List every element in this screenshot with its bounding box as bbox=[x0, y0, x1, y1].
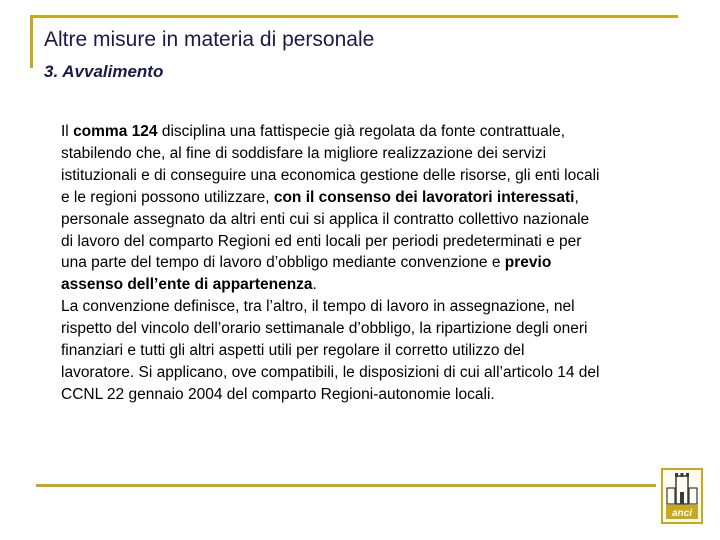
logo-text: anci bbox=[671, 508, 693, 519]
anci-logo bbox=[661, 468, 703, 524]
paragraph-comma-124 bbox=[61, 121, 601, 296]
bottom-rule bbox=[36, 484, 656, 487]
slide-body bbox=[61, 121, 601, 406]
emphasis-consenso: con il consenso dei lavoratori interessati bbox=[273, 188, 575, 206]
top-rule bbox=[30, 15, 678, 18]
emphasis-comma-124: comma 124 bbox=[73, 123, 158, 140]
anci-logo-icon bbox=[663, 470, 701, 522]
left-rule bbox=[30, 15, 33, 68]
emphasis-assenso: previo assenso dell’ente di appartenenza bbox=[61, 254, 552, 294]
slide-subtitle: 3. Avvalimento bbox=[44, 62, 164, 81]
text-run: disciplina una fattispecie già regolata da fonte contrattuale, stabilendo che, al fine di soddisfare la migliore realizzazione dei servizi istituzionali e di conseguire una economica gestione delle risorse, gli enti locali e le regioni possono utilizzare, bbox=[61, 123, 600, 206]
text-run: . bbox=[312, 276, 317, 294]
text-run: Il bbox=[61, 123, 74, 140]
slide-title: Altre misure in materia di personale bbox=[44, 28, 375, 51]
paragraph-convenzione: La convenzione definisce, tra l’altro, il tempo di lavoro in assegnazione, nel rispetto del vincolo dell’orario settimanale d’obbligo, la ripartizione degli oneri finanziari e tutti gli altri aspetti utili per regolare il corretto utilizzo del lavoratore. Si applicano, ove compatibili, le disposizioni di cui all’articolo 14 del CCNL 22 gennaio 2004 del comparto Regioni-autonomie locali. bbox=[61, 298, 600, 403]
text-run: , personale assegnato da altri enti cui si applica il contratto collettivo nazionale di lavoro del comparto Regioni ed enti locali per periodi predeterminati e per una parte del tempo di lavoro d’obbligo mediante convenzione e bbox=[61, 188, 590, 272]
